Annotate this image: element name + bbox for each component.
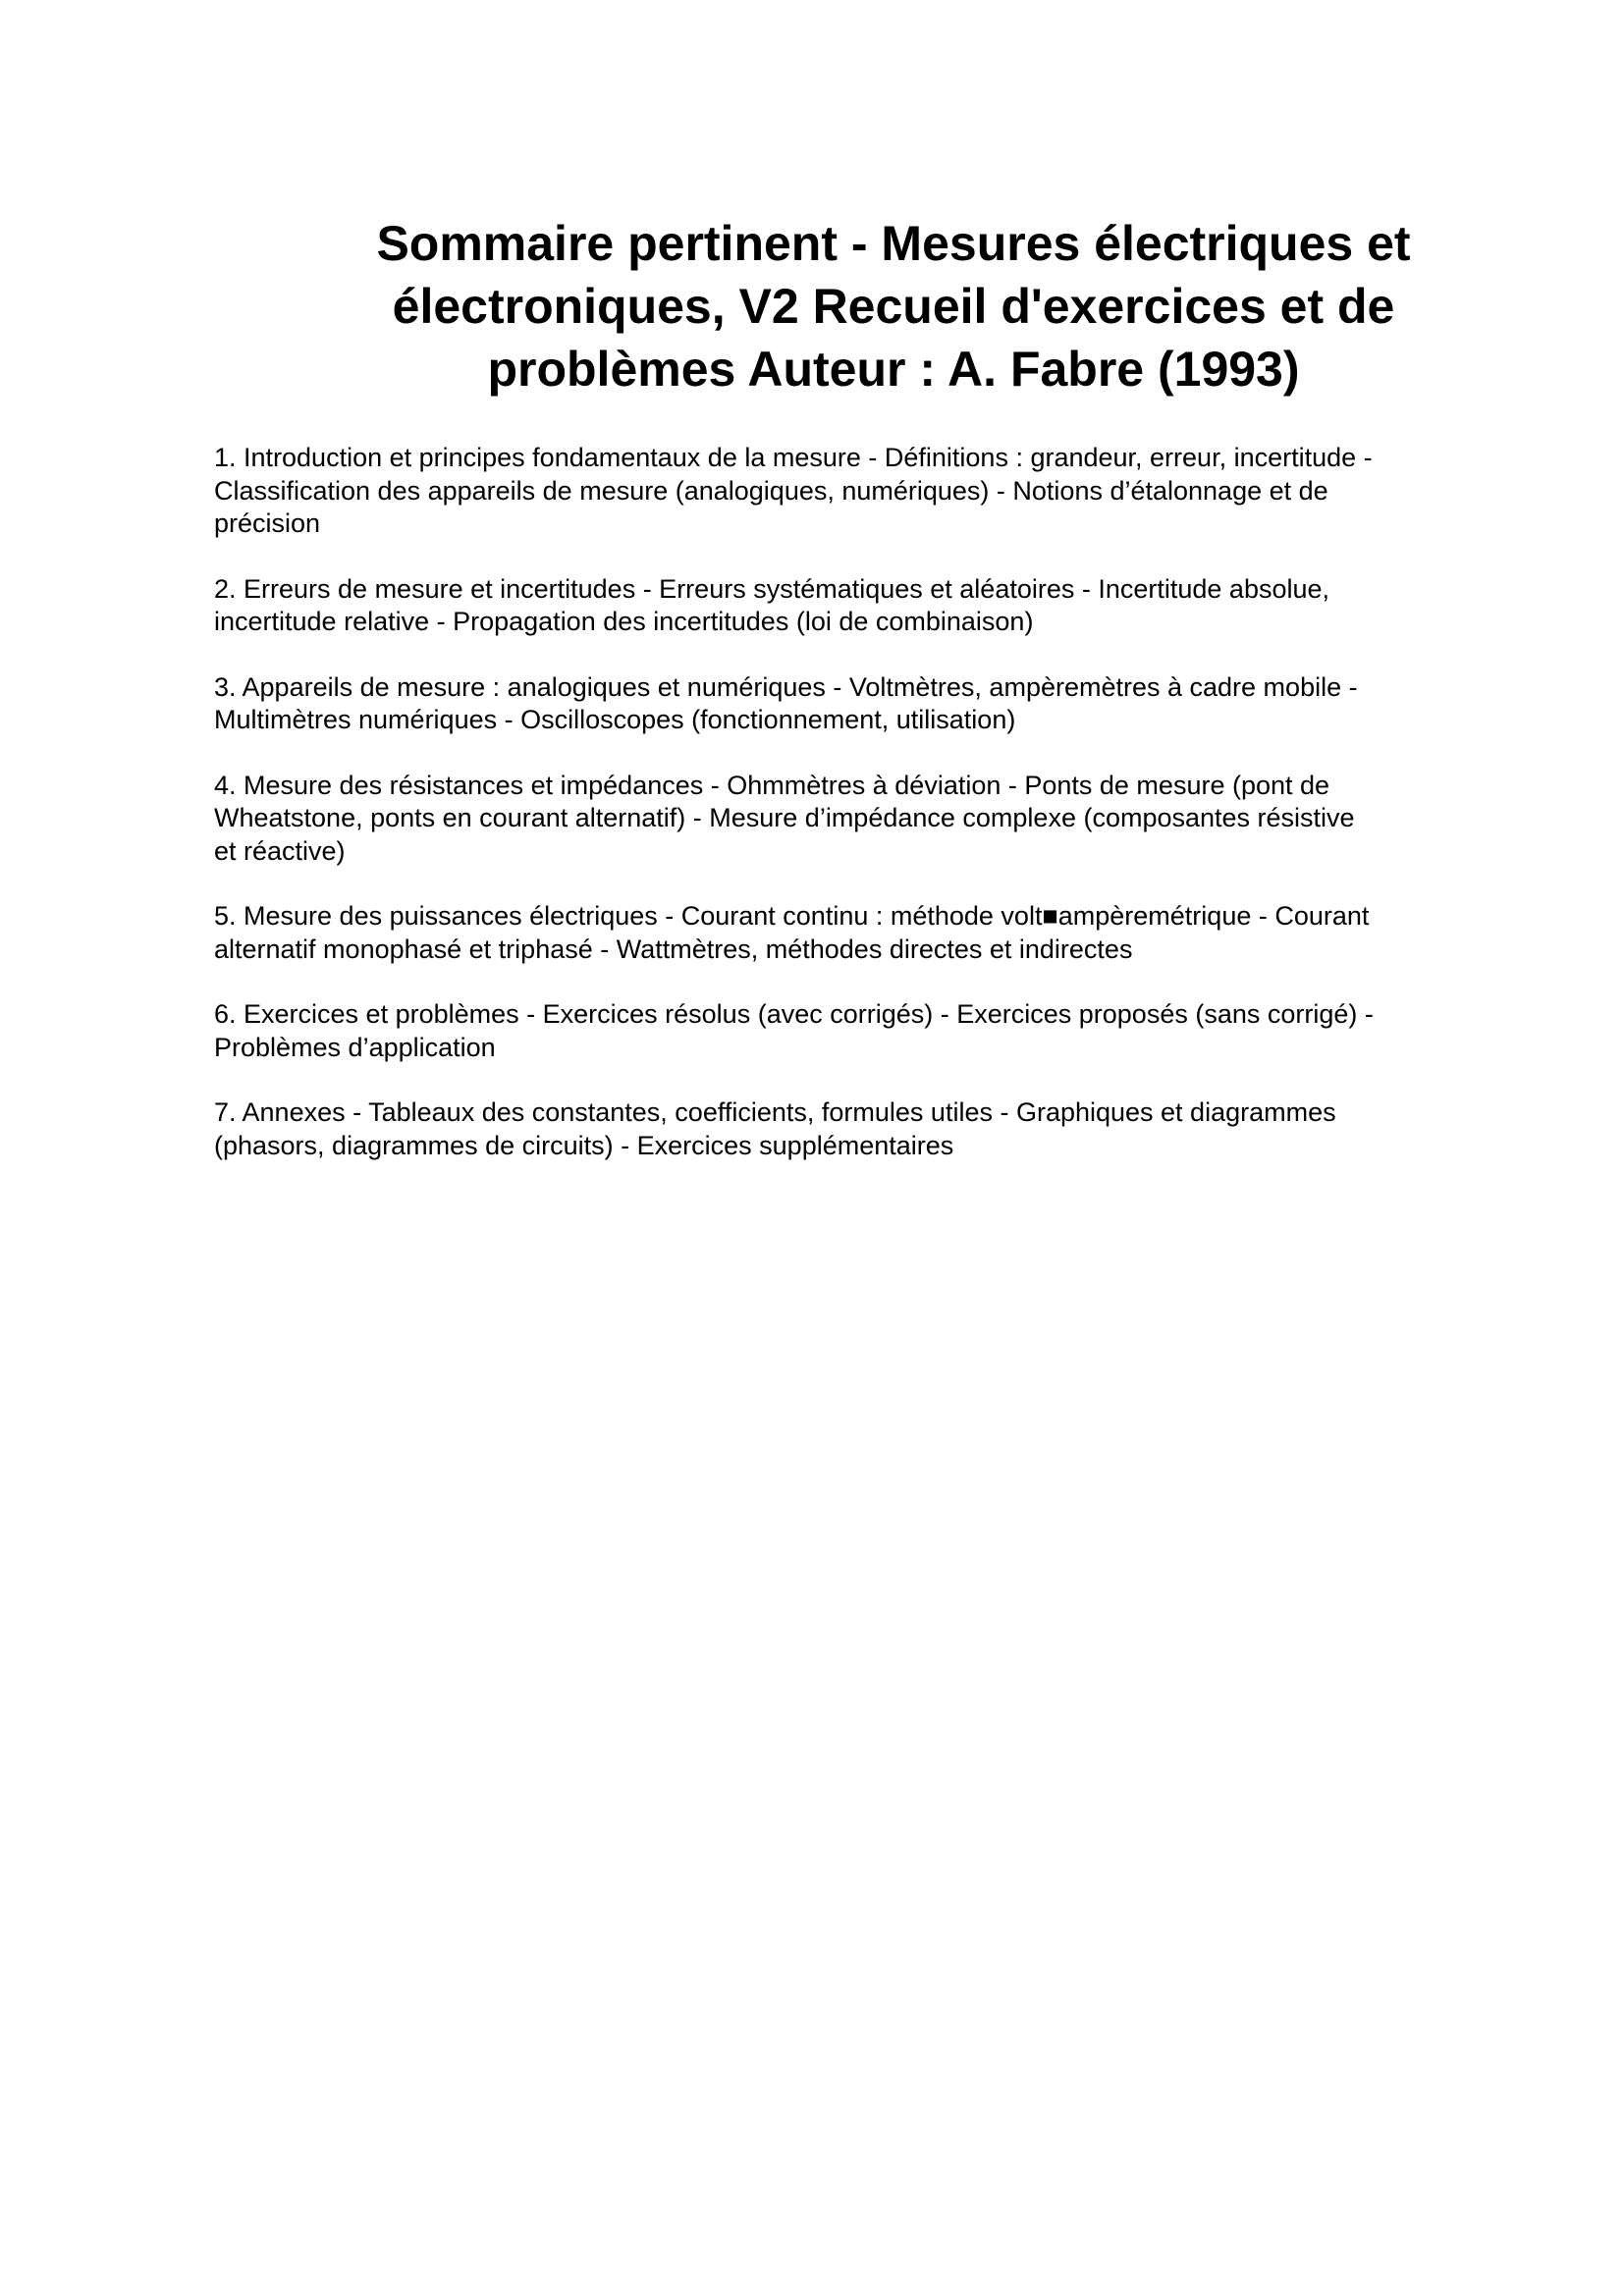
summary-content	[214, 442, 1422, 1195]
section-line: Wheatstone, ponts en courant alternatif) - Mesure d’impédance complexe (composantes résistive	[214, 803, 1355, 832]
document-title	[255, 212, 1532, 400]
section-line: et réactive)	[214, 835, 346, 866]
section-line: 7. Annexes - Tableaux des constantes, coefficients, formules utiles - Graphiques et diagrammes	[214, 1097, 1336, 1127]
section-line: incertitude relative - Propagation des incertitudes (loi de combinaison)	[214, 607, 1034, 636]
title-line: problèmes Auteur : A. Fabre (1993)	[487, 342, 1300, 397]
section-line: alternatif monophasé et triphasé - Wattmètres, méthodes directes et indirectes	[214, 934, 1133, 964]
summary-section-1	[214, 442, 1422, 541]
section-line: 3. Appareils de mesure : analogiques et numériques - Voltmètres, ampèremètres à cadre mobile -	[214, 671, 1358, 702]
summary-section-6	[214, 998, 1422, 1064]
summary-section-7	[214, 1096, 1422, 1162]
section-line: 1. Introduction et principes fondamentaux de la mesure - Définitions : grandeur, erreur, incertitude -	[214, 443, 1373, 472]
section-line: (phasors, diagrammes de circuits) - Exercices supplémentaires	[214, 1130, 954, 1160]
summary-section-3	[214, 671, 1422, 737]
section-line: Multimètres numériques - Oscilloscopes (fonctionnement, utilisation)	[214, 705, 1016, 734]
section-line: Classification des appareils de mesure (analogiques, numériques) - Notions d’étalonnage et de	[214, 475, 1328, 506]
section-line: Problèmes d’application	[214, 1032, 496, 1062]
section-line: 4. Mesure des résistances et impédances - Ohmmètres à déviation - Ponts de mesure (pont de	[214, 770, 1330, 800]
section-line: 5. Mesure des puissances électriques - Courant continu : méthode volt■ampèremétrique - Courant	[214, 901, 1370, 931]
section-line: précision	[214, 508, 321, 538]
summary-section-2	[214, 573, 1422, 639]
section-line: 2. Erreurs de mesure et incertitudes - Erreurs systématiques et aléatoires - Incertitude absolue,	[214, 573, 1330, 604]
summary-section-5	[214, 900, 1422, 966]
summary-section-4	[214, 770, 1422, 869]
section-line: 6. Exercices et problèmes - Exercices résolus (avec corrigés) - Exercices proposés (sans corrigé) -	[214, 999, 1374, 1029]
title-line: électroniques, V2 Recueil d'exercices et de	[392, 279, 1395, 334]
title-line: Sommaire pertinent - Mesures électriques et	[376, 216, 1411, 271]
